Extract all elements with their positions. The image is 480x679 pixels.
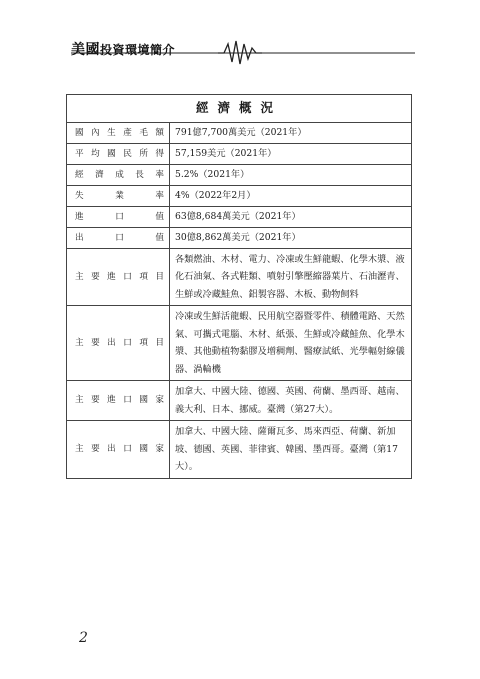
row-label: 主要進口項目 xyxy=(67,249,170,306)
running-header xyxy=(0,36,480,66)
row-value: 30億8,862萬美元（2021年） xyxy=(170,228,412,249)
table-row xyxy=(67,165,412,186)
table-row xyxy=(67,249,412,306)
row-label: 進口值 xyxy=(67,207,170,228)
row-value: 冷凍或生鮮活龍蝦、民用航空器暨零件、積體電路、天然氣、可攜式電腦、木材、紙張、生鮮或冷藏鮭魚、化學木漿、其他動植物黏膠及增稠劑、醫療試紙、光學輻射線儀器、渦輪機 xyxy=(170,306,412,381)
table-row xyxy=(67,306,412,381)
table-title-row xyxy=(67,95,412,123)
table-row xyxy=(67,186,412,207)
page-number: 2 xyxy=(79,630,88,646)
table-row xyxy=(67,144,412,165)
row-label: 經濟成長率 xyxy=(67,165,170,186)
row-label: 主要出口項目 xyxy=(67,306,170,381)
row-value: 791億7,700萬美元（2021年） xyxy=(170,123,412,144)
row-label: 主要出口國家 xyxy=(67,421,170,478)
row-label: 失業率 xyxy=(67,186,170,207)
row-value: 加拿大、中國大陸、薩爾瓦多、馬來西亞、荷蘭、新加坡、德國、英國、菲律賓、韓國、墨西哥。臺灣（第17大）。 xyxy=(170,421,412,478)
row-value: 4%（2022年2月） xyxy=(170,186,412,207)
row-label: 出口值 xyxy=(67,228,170,249)
economic-overview-table xyxy=(66,94,412,479)
header-title-big: 美國 xyxy=(71,42,100,58)
table-row xyxy=(67,421,412,478)
row-label: 國內生產毛額 xyxy=(67,123,170,144)
table-row xyxy=(67,381,412,421)
row-value: 63億8,684萬美元（2021年） xyxy=(170,207,412,228)
row-value: 加拿大、中國大陸、德國、英國、荷蘭、墨西哥、越南、義大利、日本、挪威。臺灣（第27大）。 xyxy=(170,381,412,421)
row-value: 57,159美元（2021年） xyxy=(170,144,412,165)
row-label: 主要進口國家 xyxy=(67,381,170,421)
table-row xyxy=(67,228,412,249)
heartbeat-line-icon xyxy=(0,36,480,66)
table-title: 經濟概況 xyxy=(67,95,412,123)
header-title-rest: 投資環境簡介 xyxy=(100,43,176,57)
row-label: 平均國民所得 xyxy=(67,144,170,165)
table-row xyxy=(67,123,412,144)
row-value: 5.2%（2021年） xyxy=(170,165,412,186)
row-value: 各類燃油、木材、電力、冷凍或生鮮龍蝦、化學木漿、液化石油氣、各式鞋類、噴射引擎壓縮器葉片、石油瀝青、生鮮或冷藏鮭魚、鋁製容器、木板、動物飼料 xyxy=(170,249,412,306)
table-row xyxy=(67,207,412,228)
